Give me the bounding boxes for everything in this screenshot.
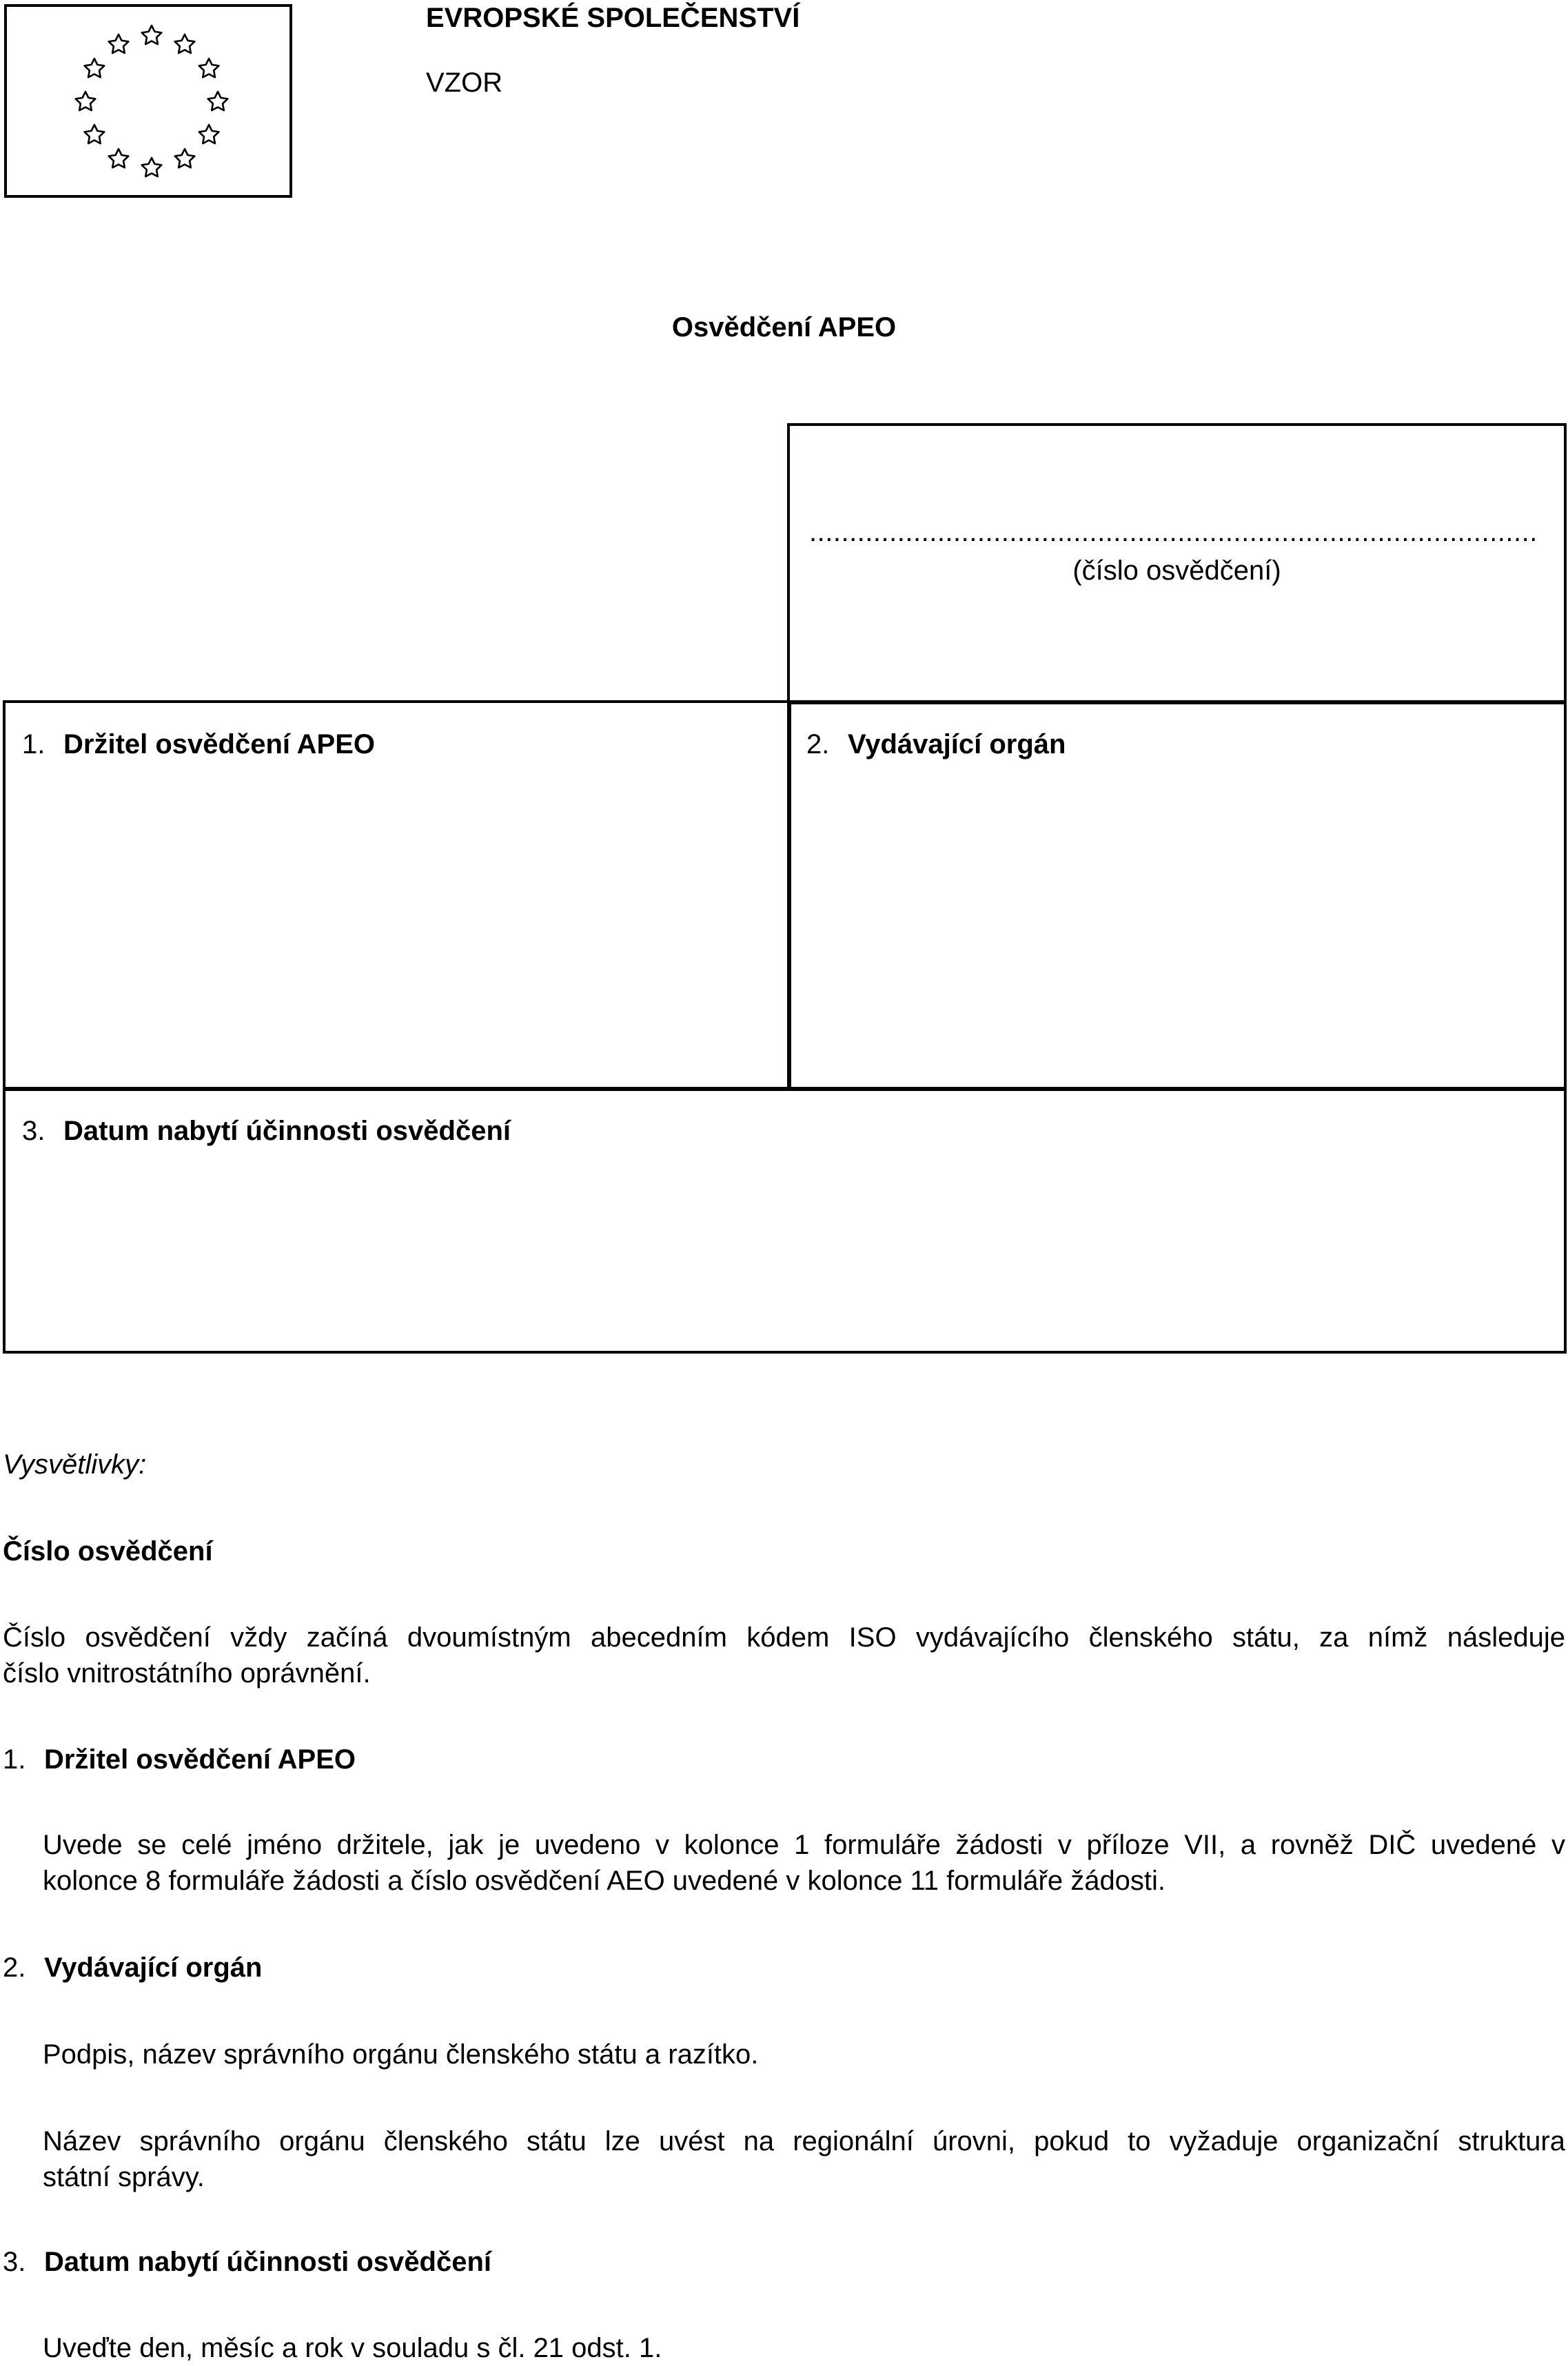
item1-heading bbox=[3, 1743, 356, 1776]
certificate-number-dots: ........................................................................................... bbox=[809, 517, 1538, 547]
item2-text-b-line2: státní správy. bbox=[43, 2162, 205, 2192]
page-title: Osvědčení APEO bbox=[671, 312, 897, 343]
issuer-box-title: Vydávající orgán bbox=[848, 729, 1066, 759]
star-icon bbox=[85, 125, 105, 143]
effective-date-box bbox=[3, 1087, 1567, 1354]
header-org: EVROPSKÉ SPOLEČENSTVÍ bbox=[426, 3, 800, 33]
cert-number-text-line1: Číslo osvědčení vždy začíná dvoumístným abecedním kódem ISO vydávajícího členského státu, za nímž následuje bbox=[3, 1622, 1565, 1653]
star-icon bbox=[76, 92, 96, 110]
effective-date-box-number: 3. bbox=[22, 1116, 45, 1146]
star-icon bbox=[109, 34, 129, 53]
star-icon bbox=[85, 59, 105, 77]
star-icon bbox=[142, 26, 162, 44]
cert-number-heading: Číslo osvědčení bbox=[3, 1536, 213, 1567]
holder-box-title: Držitel osvědčení APEO bbox=[63, 729, 375, 759]
eu-flag-icon bbox=[4, 4, 292, 198]
holder-box bbox=[3, 700, 791, 1091]
item2-number: 2. bbox=[3, 1952, 26, 1983]
holder-box-number: 1. bbox=[22, 729, 45, 759]
certificate-number-box bbox=[787, 423, 1567, 704]
effective-date-box-title: Datum nabytí účinnosti osvědčení bbox=[63, 1116, 511, 1146]
issuer-box-label bbox=[806, 728, 1066, 761]
item3-text: Uveďte den, měsíc a rok v souladu s čl. 21 odst. 1. bbox=[43, 2333, 662, 2363]
item2-heading bbox=[3, 1951, 262, 1984]
star-icon bbox=[199, 125, 219, 143]
item3-heading bbox=[3, 2245, 491, 2278]
header-model: VZOR bbox=[426, 68, 503, 98]
notes-heading: Vysvětlivky: bbox=[3, 1449, 147, 1480]
holder-box-label bbox=[22, 728, 375, 761]
item3-title: Datum nabytí účinnosti osvědčení bbox=[44, 2247, 492, 2277]
item1-number: 1. bbox=[3, 1744, 26, 1775]
effective-date-box-label bbox=[22, 1114, 511, 1148]
item1-text-line2: kolonce 8 formuláře žádosti a číslo osvědčení AEO uvedené v kolonce 11 formuláře žádosti. bbox=[43, 1866, 1166, 1896]
issuer-box-number: 2. bbox=[806, 729, 830, 759]
item1-title: Držitel osvědčení APEO bbox=[44, 1744, 356, 1775]
item2-title: Vydávající orgán bbox=[44, 1952, 263, 1983]
eu-stars-icon bbox=[7, 7, 289, 195]
certificate-number-caption: (číslo osvědčení) bbox=[1072, 555, 1281, 586]
item2-text-b-line1: Název správního orgánu členského státu lze uvést na regionální úrovni, pokud to vyžaduje organizační struktura bbox=[43, 2126, 1565, 2156]
star-icon bbox=[142, 158, 162, 176]
cert-number-text-line2: číslo vnitrostátního oprávnění. bbox=[3, 1658, 371, 1689]
star-icon bbox=[109, 149, 129, 167]
item2-text-a: Podpis, název správního orgánu členského státu a razítko. bbox=[43, 2039, 759, 2070]
star-icon bbox=[175, 149, 195, 167]
issuer-box bbox=[787, 700, 1567, 1091]
star-icon bbox=[208, 92, 228, 110]
star-icon bbox=[175, 34, 195, 53]
item3-number: 3. bbox=[3, 2247, 26, 2277]
star-icon bbox=[199, 59, 219, 77]
item1-text-line1: Uvede se celé jméno držitele, jak je uvedeno v kolonce 1 formuláře žádosti v příloze VII, a rovněž DIČ uvedené v bbox=[43, 1830, 1565, 1860]
